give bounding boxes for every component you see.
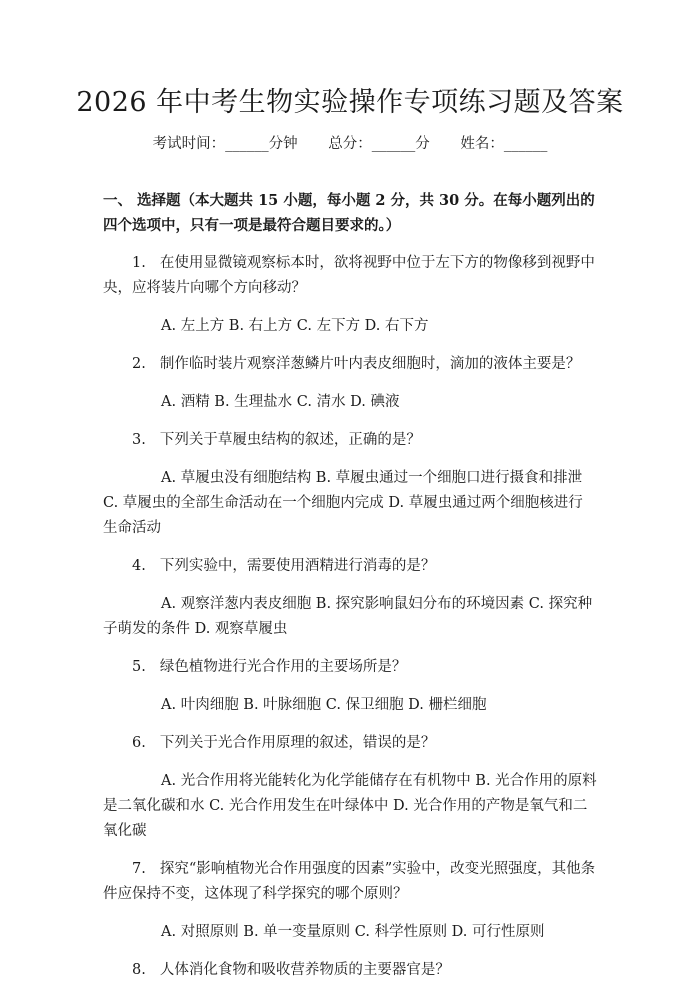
question-stem <box>103 428 597 453</box>
exam-time-field: 考试时间：______分钟 <box>152 136 298 152</box>
question-text: 制作临时装片观察洋葱鳞片叶内表皮细胞时，滴加的液体主要是？ <box>159 356 581 372</box>
question-number: 3. <box>132 432 146 448</box>
question-text: 探究“影响植物光合作用强度的因素”实验中，改变光照强度，其他条件应保持不变，这体现了科学探究的哪个原则？ <box>103 861 596 902</box>
question-options: A. 草履虫没有细胞结构 B. 草履虫通过一个细胞口进行摄食和排泄 C. 草履虫的全部生命活动在一个细胞内完成 D. 草履虫通过两个细胞核进行生命活动 <box>103 470 583 536</box>
question-stem <box>103 251 597 301</box>
question-text: 下列关于草履虫结构的叙述，正确的是？ <box>159 432 421 448</box>
question-options: A. 叶肉细胞 B. 叶脉细胞 C. 保卫细胞 D. 栅栏细胞 <box>161 697 487 713</box>
question-number: 5. <box>132 659 146 675</box>
question-5 <box>103 655 597 718</box>
section-heading: 一、 选择题（本大题共 15 小题，每小题 2 分，共 30 分。在每小题列出的四个选项中，只有一项是最符合题目要求的。） <box>103 192 595 234</box>
question-text: 在使用显微镜观察标本时，欲将视野中位于左下方的物像移到视野中央，应将装片向哪个方向移动？ <box>103 255 595 296</box>
question-3 <box>103 428 597 541</box>
question-stem <box>103 554 597 579</box>
question-7 <box>103 857 597 945</box>
question-text: 人体消化食物和吸收营养物质的主要器官是？ <box>159 962 450 978</box>
question-1 <box>103 251 597 339</box>
question-text: 下列实验中，需要使用酒精进行消毒的是？ <box>159 558 436 574</box>
question-stem <box>103 352 597 377</box>
question-options: A. 酒精 B. 生理盐水 C. 清水 D. 碘液 <box>161 394 400 410</box>
question-stem <box>103 655 597 680</box>
question-options: A. 光合作用将光能转化为化学能储存在有机物中 B. 光合作用的原料是二氧化碳和水 C. 光合作用发生在叶绿体中 D. 光合作用的产物是氧气和二氧化碳 <box>103 773 597 839</box>
question-number: 4. <box>132 558 146 574</box>
question-4 <box>103 554 597 642</box>
student-name-field: 姓名：______ <box>460 136 548 152</box>
question-text: 绿色植物进行光合作用的主要场所是？ <box>159 659 407 675</box>
question-number: 2. <box>132 356 146 372</box>
exam-info-line <box>0 132 700 153</box>
question-options: A. 观察洋葱内表皮细胞 B. 探究影响鼠妇分布的环境因素 C. 探究种子萌发的条件 D. 观察草履虫 <box>103 596 593 637</box>
question-number: 6. <box>132 735 146 751</box>
page-title: 2026 年中考生物实验操作专项练习题及答案 <box>76 87 624 118</box>
question-number: 8. <box>132 962 146 978</box>
question-text: 下列关于光合作用原理的叙述，错误的是？ <box>159 735 436 751</box>
question-8 <box>103 958 597 983</box>
question-stem <box>103 857 597 907</box>
question-number: 1. <box>132 255 146 271</box>
question-6 <box>103 731 597 844</box>
question-options: A. 对照原则 B. 单一变量原则 C. 科学性原则 D. 可行性原则 <box>161 924 545 940</box>
question-2 <box>103 352 597 415</box>
question-number: 7. <box>132 861 146 877</box>
question-stem <box>103 958 597 983</box>
question-stem <box>103 731 597 756</box>
question-options: A. 左上方 B. 右上方 C. 左下方 D. 右下方 <box>161 318 429 334</box>
exam-content <box>103 188 597 996</box>
total-score-field: 总分：______分 <box>328 136 430 152</box>
